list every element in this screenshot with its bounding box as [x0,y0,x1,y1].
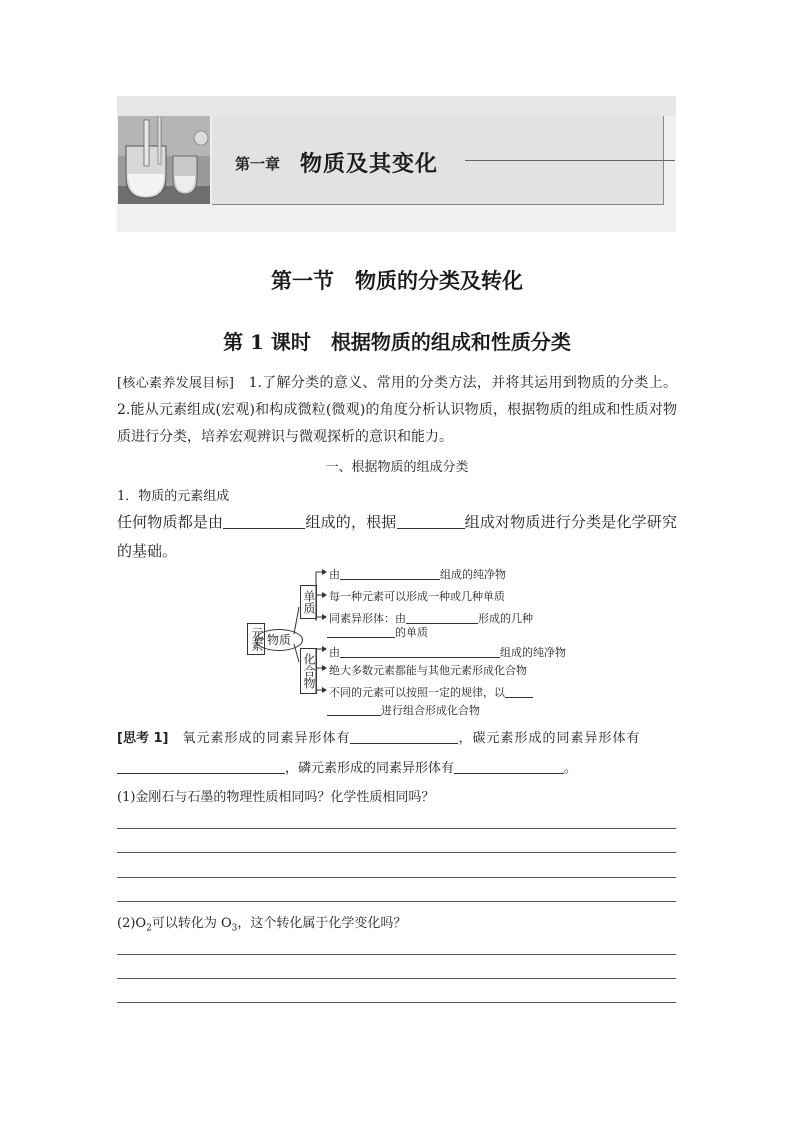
banner-divider [465,160,675,161]
diagram-text: 形成的几种 [478,612,533,625]
diagram-text: 进行组合形成化合物 [381,704,480,717]
fill-blank[interactable] [454,760,564,774]
item-text-part: 组成的，根据 [305,513,397,531]
fill-blank[interactable] [223,513,305,529]
think-text: ，碳元素形成的同素异形体有 [458,731,641,746]
fill-blank[interactable] [340,646,500,658]
compound-line-2: 绝大多数元素都能与其他元素形成化合物 [329,664,527,677]
fill-blank[interactable] [397,513,465,529]
objectives-label: [核心素养发展目标] [117,376,234,391]
item-text [117,508,677,566]
think-question-cont [117,757,577,776]
q2-text: (2)O [117,916,147,931]
question-1: (1)金刚石与石墨的物理性质相同吗？化学性质相同吗？ [117,790,435,805]
answer-line[interactable] [117,877,676,878]
answer-line[interactable] [117,954,676,955]
part-heading: 一、根据物质的组成分类 [325,460,469,475]
objectives-text: 1.了解分类的意义、常用的分类方法，并将其运用到物质的分类上。2.能从元素组成(宏观)和构成微粒(微观)的角度分析认识物质，根据物质的组成和性质对物质进行分类，培养宏观辨识与微观探析的意识和能力。 [117,375,677,445]
lesson-title: 第 1 课时 根据物质的组成和性质分类 [223,330,571,354]
root-element-box: 元素 [247,623,265,655]
compound-line-1 [329,644,566,660]
answer-line[interactable] [117,978,676,979]
diagram-text: 不同的元素可以按照一定的规律，以 [329,686,505,699]
diagram-text: 由 [329,646,340,659]
think-text: 氧元素形成的同素异形体有 [168,731,351,746]
diagram-text: 组成的纯净物 [500,646,566,659]
diagram-text: 的单质 [395,626,428,639]
simple-line-2: 每一种元素可以形成一种或几种单质 [329,590,505,603]
fill-blank[interactable] [406,612,478,624]
substance-oval: 物质 [255,629,303,651]
diagram-text: 由 [329,568,340,581]
q2-text: ，这个转化属于化学变化吗？ [237,916,407,931]
simple-line-1 [329,566,506,582]
fill-blank[interactable] [340,568,440,580]
think-text: 。 [564,761,578,776]
chapter-number: 第一章 [235,155,281,173]
compound-line-4 [327,702,480,718]
diagram-text: 同素异形体：由 [329,612,406,625]
fill-blank[interactable] [117,760,285,774]
diagram-text: 组成的纯净物 [440,568,506,581]
item-text-part: 组成对物质进行分类是化学研究的基础。 [117,513,677,560]
q2-subscript: 3 [231,923,238,934]
think-question [117,727,677,746]
q2-subscript: 2 [146,923,152,934]
compound-line-3 [329,684,533,700]
lab-glassware-image [118,116,210,204]
think-text: ，磷元素形成的同素异形体有 [285,761,455,776]
banner-top-strip [117,96,676,116]
simple-line-4 [327,624,428,640]
answer-line[interactable] [117,901,676,902]
item-heading: 1．物质的元素组成 [117,489,230,504]
fill-blank[interactable] [327,704,381,716]
simple-substance-box: 单质 [300,585,317,619]
q2-text: 可以转化为 O [151,916,232,931]
item-text-part: 任何物质都是由 [117,513,224,531]
answer-line[interactable] [117,828,676,829]
fill-blank[interactable] [505,686,533,698]
fill-blank[interactable] [350,730,458,744]
answer-line[interactable] [117,1002,676,1003]
chapter-title: 物质及其变化 [300,151,439,177]
core-objectives [117,370,677,451]
compound-box: 化合物 [300,648,317,694]
think-label: [思考 1] [117,731,169,746]
question-2 [117,912,406,934]
fill-blank[interactable] [327,626,395,638]
section-title: 第一节 物质的分类及转化 [271,268,523,293]
answer-line[interactable] [117,852,676,853]
